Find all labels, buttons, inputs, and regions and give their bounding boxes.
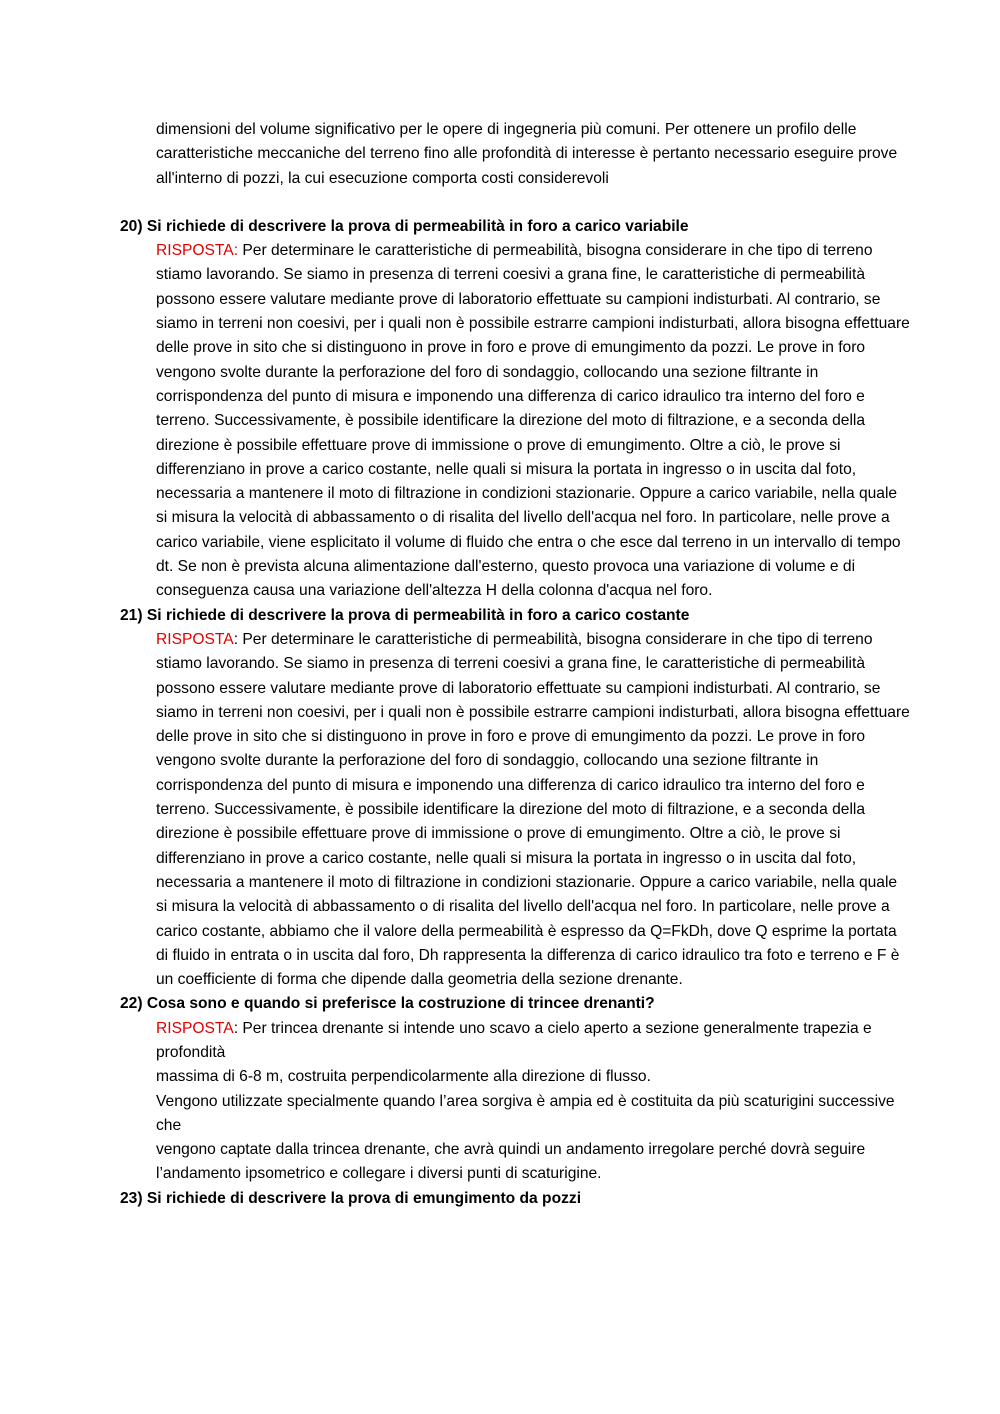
question-title: Si richiede di descrivere la prova di permeabilità in foro a carico costante: [146, 606, 690, 624]
answer-paragraph: RISPOSTA: Per determinare le caratteristiche di permeabilità, bisogna considerare in che tipo di terreno stiamo lavorando. Se siamo in presenza di terreni coesivi a grana fine, le caratteristiche di permeabilità possono essere valutare mediante prove di laboratorio effettuate su campioni indisturbati. Al contrario, se siamo in terreni non coesivi, per i quali non è possibile estrarre campioni indisturbati, allora bisogna effettuare delle prove in sito che si distinguono in prove in foro e prove di emungimento da pozzi. Le prove in foro vengono svolte durante la perforazione del foro di sondaggio, collocando una sezione filtrante in corrispondenza del punto di misura e imponendo una differenza di carico idraulico tra interno del foro e terreno. Successivamente, è possibile identificare la direzione del moto di filtrazione, e a seconda della direzione è possibile effettuare prove di immissione o prove di emungimento. Oltre a ciò, le prove si differenziano in prove a carico costante, nelle quali si misura la portata in ingresso o in uscita dal foto, necessaria a mantenere il moto di filtrazione in condizioni stazionarie. Oppure a carico variabile, nella quale si misura la velocità di abbassamento o di risalita del livello dell'acqua nel foro. In particolare, nelle prove a carico costante, abbiamo che il valore della permeabilità è espresso da Q=FkDh, dove Q esprime la portata di fluido in entrata o in uscita dal foro, Dh rappresenta la differenza di carico idraulico tra foto e terreno e F è un coefficiente di forma che dipende dalla geometria della sezione drenante.: [156, 630, 910, 989]
question-23: [120, 1187, 910, 1211]
question-number: 22): [120, 995, 143, 1013]
risposta-label: RISPOSTA: [156, 1019, 234, 1037]
answer-text: Per trincea drenante si intende uno scavo a cielo aperto a sezione generalmente trapezia e profondità: [156, 1019, 872, 1061]
answer-line: RISPOSTA: Per trincea drenante si intende uno scavo a cielo aperto a sezione generalmente trapezia e profondità: [156, 1019, 872, 1061]
question-22: [120, 992, 910, 1186]
question-title: Si richiede di descrivere la prova di emungimento da pozzi: [146, 1189, 582, 1207]
question-title: Cosa sono e quando si preferisce la costruzione di trincee drenanti?: [146, 995, 655, 1013]
answer-line: Vengono utilizzate specialmente quando l’area sorgiva è ampia ed è costituita da più scaturigini successive che: [156, 1092, 895, 1134]
question-heading: [120, 992, 910, 1016]
question-21: [120, 604, 910, 993]
question-heading: [120, 604, 910, 628]
question-number: 21): [120, 606, 143, 624]
answer-line: l’andamento ipsometrico e collegare i diversi punti di scaturigine.: [156, 1165, 602, 1183]
answer-line: vengono captate dalla trincea drenante, che avrà quindi un andamento irregolare perché dovrà seguire: [156, 1141, 866, 1159]
document-body: [120, 118, 910, 1211]
answer-paragraph: [156, 1017, 910, 1187]
intro-paragraph: dimensioni del volume significativo per le opere di ingegneria più comuni. Per ottenere un profilo delle caratteristiche meccaniche del terreno fino alle profondità di interesse è pertanto necessario eseguire prove all'interno di pozzi, la cui esecuzione comporta costi considerevoli: [156, 121, 898, 187]
risposta-label: RISPOSTA: [156, 630, 234, 648]
risposta-label: RISPOSTA:: [156, 242, 239, 260]
question-number: 23): [120, 1189, 143, 1207]
question-heading: [120, 215, 910, 239]
question-20: [120, 215, 910, 604]
answer-line: massima di 6-8 m, costruita perpendicolarmente alla direzione di flusso.: [156, 1068, 651, 1086]
answer-paragraph: [156, 239, 910, 603]
answer-text: Per determinare le caratteristiche di permeabilità, bisogna considerare in che tipo di terreno stiamo lavorando. Se siamo in presenza di terreni coesivi a grana fine, le caratteristiche di permeabilità possono essere valutare mediante prove di laboratorio effettuate su campioni indisturbati. Al contrario, se siamo in terreni non coesivi, per i quali non è possibile estrarre campioni indisturbati, allora bisogna effettuare delle prove in sito che si distinguono in prove in foro e prove di emungimento da pozzi. Le prove in foro vengono svolte durante la perforazione del foro di sondaggio, collocando una sezione filtrante in corrispondenza del punto di misura e imponendo una differenza di carico idraulico tra interno del foro e terreno. Successivamente, è possibile identificare la direzione del moto di filtrazione, e a seconda della direzione è possibile effettuare prove di immissione o prove di emungimento. Oltre a ciò, le prove si differenziano in prove a carico costante, nelle quali si misura la portata in ingresso o in uscita dal foto, necessaria a mantenere il moto di filtrazione in condizioni stazionarie. Oppure a carico variabile, nella quale si misura la velocità di abbassamento o di risalita del livello dell'acqua nel foro. In particolare, nelle prove a carico variabile, viene esplicitato il volume di fluido che entra o che esce dal terreno in un intervallo di tempo dt. Se non è prevista alcuna alimentazione dall'esterno, questo provoca una variazione di volume e di conseguenza causa una variazione dell'altezza H della colonna d'acqua nel foro.: [156, 242, 910, 600]
question-heading: [120, 1187, 910, 1211]
answer-text: Per determinare le caratteristiche di permeabilità, bisogna considerare in che tipo di terreno stiamo lavorando. Se siamo in presenza di terreni coesivi a grana fine, le caratteristiche di permeabilità possono essere valutare mediante prove di laboratorio effettuate su campioni indisturbati. Al contrario, se siamo in terreni non coesivi, per i quali non è possibile estrarre campioni indisturbati, allora bisogna effettuare delle prove in sito che si distinguono in prove in foro e prove di emungimento da pozzi. Le prove in foro vengono svolte durante la perforazione del foro di sondaggio, collocando una sezione filtrante in corrispondenza del punto di misura e imponendo una differenza di carico idraulico tra interno del foro e terreno. Successivamente, è possibile identificare la direzione del moto di filtrazione, e a seconda della direzione è possibile effettuare prove di immissione o prove di emungimento. Oltre a ciò, le prove si differenziano in prove a carico costante, nelle quali si misura la portata in ingresso o in uscita dal foto, necessaria a mantenere il moto di filtrazione in condizioni stazionarie. Oppure a carico variabile, nella quale si misura la velocità di abbassamento o di risalita del livello dell'acqua nel foro. In particolare, nelle prove a carico costante, abbiamo che il valore della permeabilità è espresso da Q=FkDh, dove Q esprime la portata di fluido in entrata o in uscita dal foro, Dh rappresenta la differenza di carico idraulico tra foto e terreno e F è un coefficiente di forma che dipende dalla geometria della sezione drenante.: [156, 630, 910, 989]
question-title: Si richiede di descrivere la prova di permeabilità in foro a carico variabile: [146, 217, 689, 235]
question-number: 20): [120, 217, 143, 235]
